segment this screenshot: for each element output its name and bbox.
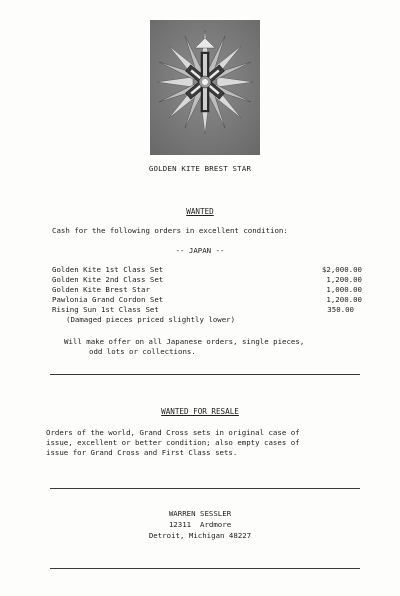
item-name: Golden Kite 1st Class Set bbox=[52, 265, 164, 274]
resale-line-3: issue for Grand Cross and First Class sets. bbox=[46, 448, 238, 457]
contact-name: WARREN SESSLER bbox=[168, 509, 232, 518]
wanted-intro: Cash for the following orders in excellent condition: bbox=[52, 226, 288, 235]
resale-line-1: Orders of the world, Grand Cross sets in original case of bbox=[46, 428, 300, 437]
divider bbox=[50, 374, 360, 375]
item-price: 1,000.00 bbox=[326, 285, 362, 294]
order-star-photo bbox=[150, 20, 260, 155]
contact-city: Detroit, Michigan 48227 bbox=[148, 531, 252, 540]
divider bbox=[50, 568, 360, 569]
divider bbox=[50, 488, 360, 489]
star-image bbox=[150, 20, 260, 155]
list-item bbox=[52, 285, 362, 294]
offer-line-1: Will make offer on all Japanese orders, single pieces, bbox=[64, 337, 305, 346]
item-price: 1,200.00 bbox=[326, 295, 362, 304]
offer-line-2: odd lots or collections. bbox=[89, 347, 196, 356]
photo-caption: GOLDEN KITE BREST STAR bbox=[148, 164, 252, 173]
list-item bbox=[52, 265, 362, 274]
item-price: 1,200.00 bbox=[326, 275, 362, 284]
wanted-heading: WANTED bbox=[186, 207, 214, 216]
item-name: Golden Kite 2nd Class Set bbox=[52, 275, 164, 284]
resale-line-2: issue, excellent or better condition; also empty cases of bbox=[46, 438, 300, 447]
item-name: Rising Sun 1st Class Set bbox=[52, 305, 159, 314]
list-item bbox=[52, 275, 362, 284]
item-price: $2,000.00 bbox=[321, 265, 362, 274]
list-item bbox=[52, 305, 362, 314]
resale-heading: WANTED FOR RESALE bbox=[161, 407, 239, 416]
item-name: Pawlonia Grand Cordon Set bbox=[52, 295, 164, 304]
country-label: -- JAPAN -- bbox=[175, 246, 225, 255]
contact-street: 12311 Ardmore bbox=[168, 520, 232, 529]
damage-note: (Damaged pieces priced slightly lower) bbox=[66, 315, 236, 324]
list-item bbox=[52, 295, 362, 304]
item-name: Golden Kite Brest Star bbox=[52, 285, 150, 294]
item-price: 350.00 bbox=[327, 305, 354, 314]
